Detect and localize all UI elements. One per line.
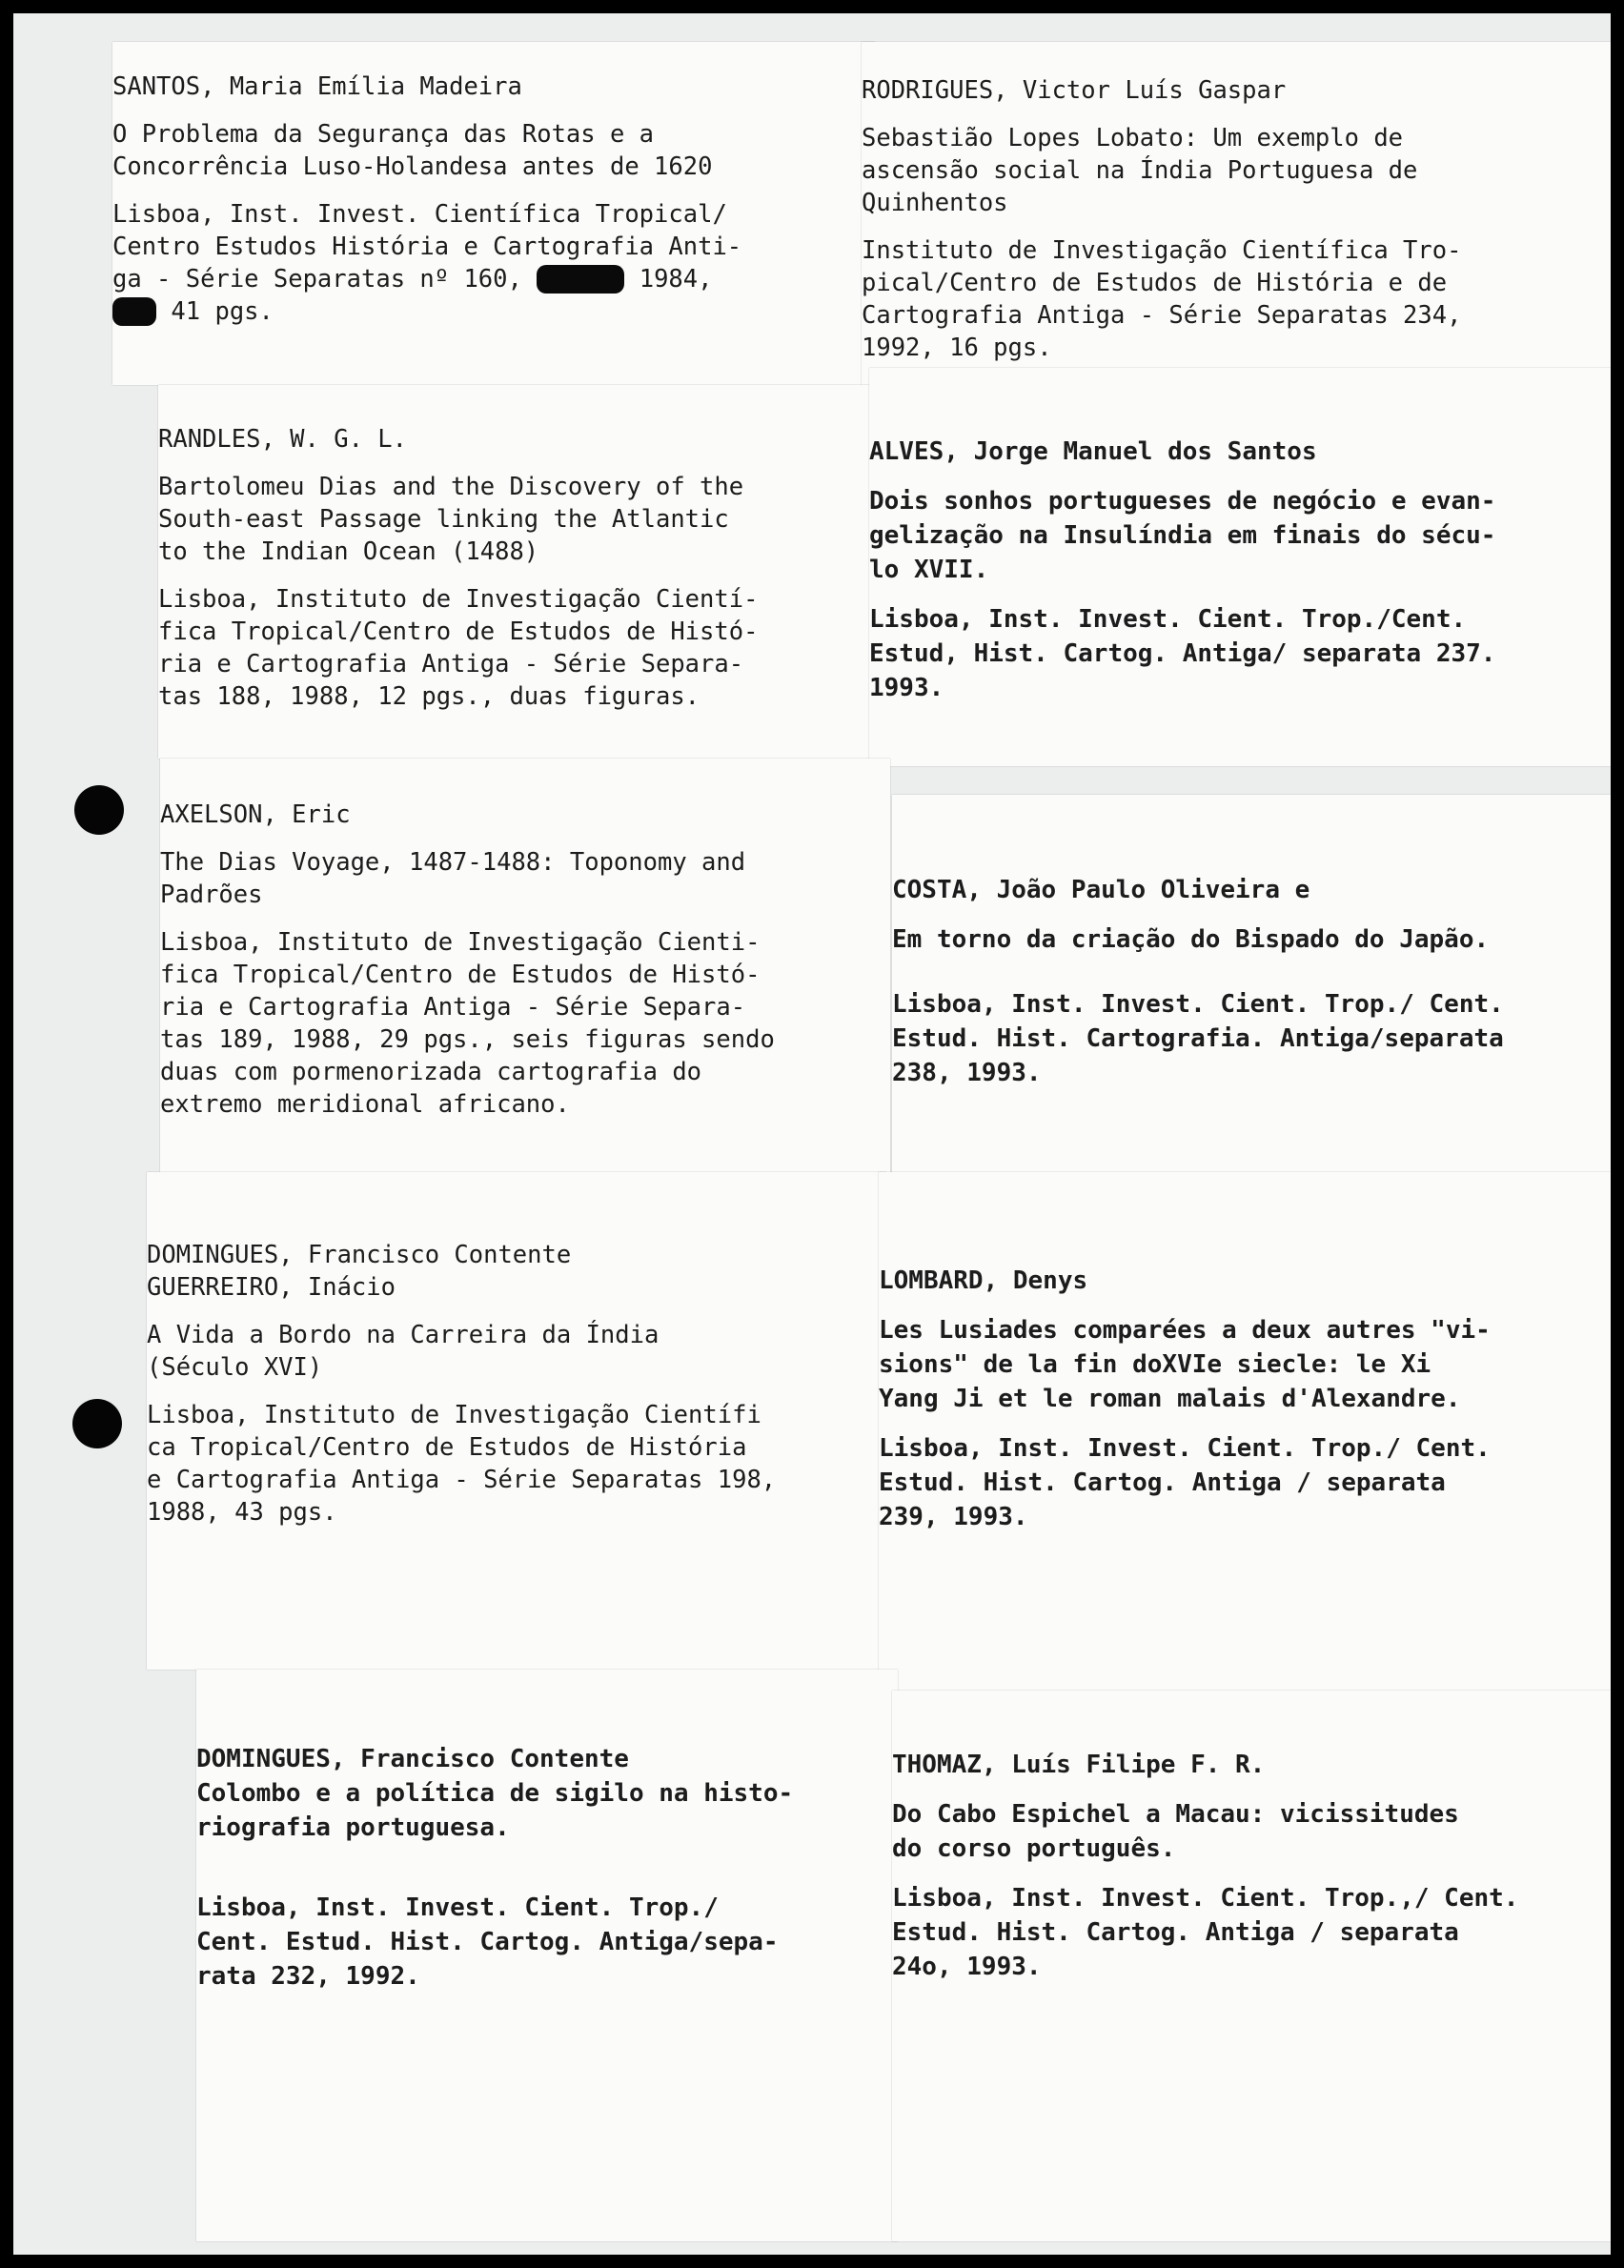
card-title-line: ascensão social na Índia Portuguesa de [862,156,1418,185]
card-imprint-line: tas 189, 1988, 29 pgs., seis figuras sendo [160,1025,775,1054]
card-imprint-line: ca Tropical/Centro de Estudos de História [147,1433,747,1462]
catalog-card [196,1670,898,2241]
card-imprint-line: Estud. Hist. Cartog. Antiga / separata [879,1468,1446,1497]
card-author: DOMINGUES, Francisco Contente [196,1745,629,1773]
card-imprint-line: 238, 1993. [892,1059,1042,1087]
catalog-card [158,385,881,759]
card-title-line: South-east Passage linking the Atlantic [158,505,729,534]
catalog-card [862,42,1611,385]
card-imprint-line: Lisboa, Inst. Invest. Cient. Trop./Cent. [869,605,1467,634]
card-imprint-line: ria e Cartografia Antiga - Série Separa- [158,650,744,678]
card-imprint-line: 24o, 1993. [892,1953,1042,1981]
card-imprint-line: Estud. Hist. Cartog. Antiga / separata [892,1918,1459,1947]
card-imprint-part: 41 pgs. [171,297,274,326]
catalog-card [892,795,1611,1180]
card-imprint-line: tas 188, 1988, 12 pgs., duas figuras. [158,682,700,711]
card-author: THOMAZ, Luís Filipe F. R. [892,1751,1266,1779]
card-imprint-line: Estud, Hist. Cartog. Antiga/ separata 237. [869,639,1496,668]
catalog-card [869,368,1611,766]
card-title-line: Padrões [160,881,263,909]
card-author: SANTOS, Maria Emília Madeira [112,72,522,101]
card-imprint-line: Cartografia Antiga - Série Separatas 234, [862,301,1462,330]
card-imprint-line: rata 232, 1992. [196,1962,420,1991]
card-imprint-line: 1992, 16 pgs. [862,334,1052,362]
card-title-line: Do Cabo Espichel a Macau: vicissitudes [892,1800,1459,1829]
catalog-card [879,1172,1611,1691]
card-author: RANDLES, W. G. L. [158,425,407,454]
catalog-card [160,759,890,1172]
card-imprint-line: Lisboa, Instituto de Investigação Cientí- [158,585,759,614]
card-title-line: Sebastião Lopes Lobato: Um exemplo de [862,124,1404,152]
card-imprint-line: Cent. Estud. Hist. Cartog. Antiga/sepa- [196,1928,779,1956]
card-title-line: (Século XVI) [147,1353,323,1382]
card-imprint-line: fica Tropical/Centro de Estudos de Histó- [158,618,759,646]
card-imprint-line: e Cartografia Antiga - Série Separatas 198, [147,1466,777,1494]
catalog-card [892,1691,1611,2241]
card-title-line: A Vida a Bordo na Carreira da Índia [147,1321,660,1349]
card-title-line: The Dias Voyage, 1487-1488: Toponomy and [160,848,746,877]
card-title-line: lo XVII. [869,556,989,584]
card-imprint-line: duas com pormenorizada cartografia do [160,1058,702,1086]
card-imprint-line [112,263,875,295]
card-imprint-line: Lisboa, Inst. Invest. Cient. Trop./ Cent. [879,1434,1491,1463]
card-title-line: riografia portuguesa. [196,1813,510,1842]
card-imprint-line: Lisboa, Inst. Invest. Científica Tropical/ [112,200,727,229]
card-imprint-line: Lisboa, Inst. Invest. Cient. Trop./ Cent. [892,990,1504,1019]
card-imprint-line [112,295,875,328]
card-author: LOMBARD, Denys [879,1266,1088,1295]
card-title-line: to the Indian Ocean (1488) [158,537,539,566]
document-sheet [13,13,1611,2255]
card-imprint-line: ria e Cartografia Antiga - Série Separa- [160,993,746,1022]
card-imprint-line: fica Tropical/Centro de Estudos de Histó- [160,961,761,989]
card-title-line: gelização na Insulíndia em finais do sécu- [869,521,1496,550]
card-title-line: do corso português. [892,1834,1176,1863]
card-title-line: sions" de la fin doXVIe siecle: le Xi [879,1350,1431,1379]
card-imprint-line: 239, 1993. [879,1503,1028,1531]
card-imprint-line: Estud. Hist. Cartografia. Antiga/separata [892,1024,1504,1053]
card-title-line: Les Lusiades comparées a deux autres "vi- [879,1316,1491,1345]
card-author: COSTA, João Paulo Oliveira e [892,876,1310,904]
catalog-card [147,1172,886,1670]
card-title-line: O Problema da Segurança das Rotas e a [112,120,655,149]
redaction-mark [537,265,624,294]
card-author: DOMINGUES, Francisco Contente [147,1241,572,1269]
card-imprint-line: Lisboa, Instituto de Investigação Cienti- [160,928,761,957]
card-title-line: Yang Ji et le roman malais d'Alexandre. [879,1385,1461,1413]
card-author: GUERREIRO, Inácio [147,1273,396,1302]
card-imprint-line: extremo meridional africano. [160,1090,570,1119]
card-title-line: Concorrência Luso-Holandesa antes de 1620 [112,152,713,181]
punch-hole [74,785,124,835]
card-title-line: Bartolomeu Dias and the Discovery of the [158,473,744,501]
punch-hole [72,1399,122,1448]
card-imprint-part: ga - Série Separatas nº 160, [112,265,522,294]
card-imprint-line: Lisboa, Inst. Invest. Cient. Trop.,/ Cent. [892,1884,1519,1913]
card-imprint-line: Lisboa, Instituto de Investigação Científi [147,1401,761,1429]
card-imprint-line: Instituto de Investigação Científica Tro- [862,236,1462,265]
card-author: ALVES, Jorge Manuel dos Santos [869,437,1317,466]
card-author: RODRIGUES, Victor Luís Gaspar [862,76,1287,105]
card-imprint-part: 1984, [639,265,713,294]
card-imprint-line: Centro Estudos História e Cartografia Anti- [112,233,742,261]
card-title-line: Colombo e a política de sigilo na histo- [196,1779,794,1808]
card-title-line: Em torno da criação do Bispado do Japão. [892,925,1490,954]
catalog-card [112,42,875,385]
redaction-mark [112,297,156,326]
card-imprint-line: Lisboa, Inst. Invest. Cient. Trop./ [196,1893,719,1922]
card-title-line: Dois sonhos portugueses de negócio e evan- [869,487,1496,516]
card-imprint-line: 1993. [869,674,944,702]
card-title-line: Quinhentos [862,189,1008,217]
card-author: AXELSON, Eric [160,800,351,829]
card-imprint-line: pical/Centro de Estudos de História e de [862,269,1448,297]
card-imprint-line: 1988, 43 pgs. [147,1498,337,1527]
